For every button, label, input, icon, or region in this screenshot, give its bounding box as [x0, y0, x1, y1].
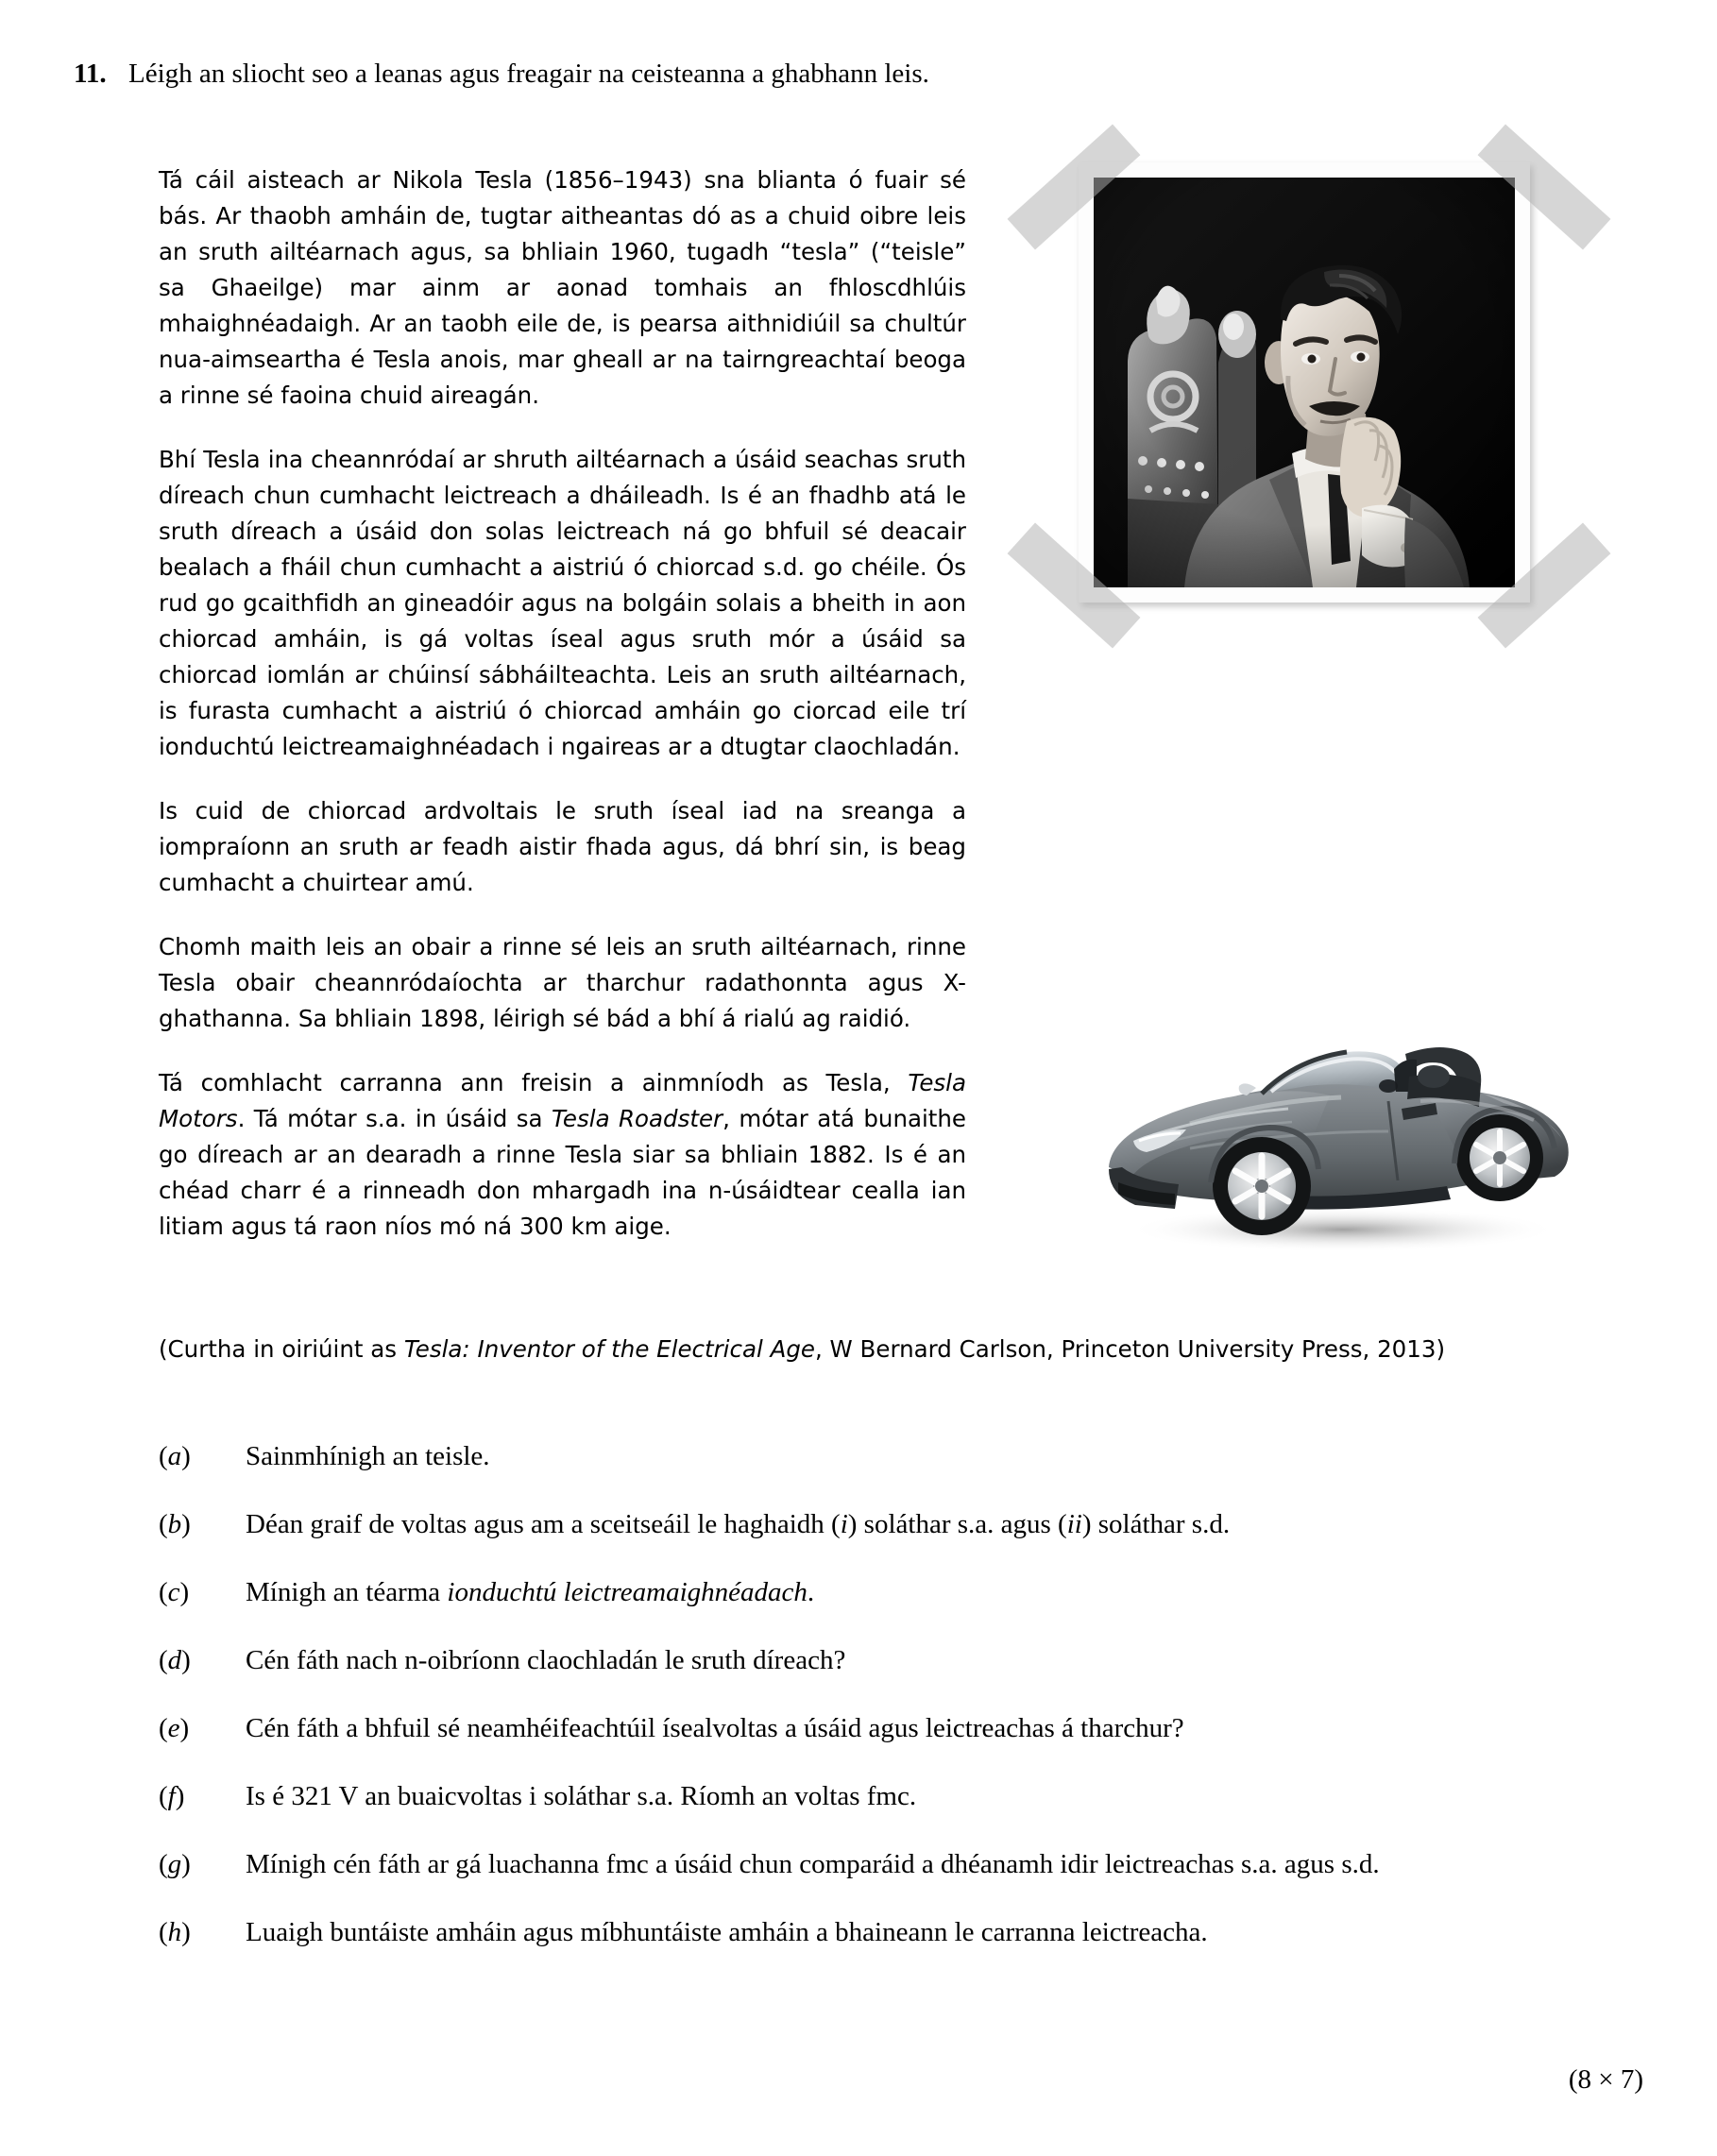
question-part-b [159, 1503, 1632, 1545]
question-part-a [159, 1435, 1632, 1477]
part-label-d: (d) [159, 1645, 191, 1675]
part-text-c: Mínigh an téarma ionduchtú leictreamaighnéadach. [246, 1577, 815, 1607]
book-title: Tesla: Inventor of the Electrical Age [403, 1335, 815, 1363]
question-part-c [159, 1571, 1632, 1613]
part-label-c: (c) [159, 1577, 190, 1607]
tesla-roadster-title: Tesla Roadster [551, 1105, 723, 1132]
part-label-f: (f) [159, 1781, 185, 1811]
passage-text: , mótar atá bunaithe go díreach ar an dearadh a rinne Tesla siar sa bhliain 1882. Is é an chéad charr é a rinneadh don mhargadh ina n-úsáidtear cealla ian litiam agus tá raon níos mó ná 300 km aige. [159, 1105, 967, 1240]
car-shadow [1128, 1207, 1558, 1252]
part-text-d: Cén fáth nach n-oibríonn claochladán le sruth díreach? [246, 1645, 846, 1675]
passage-paragraph-3: Is cuid de chiorcad ardvoltais le sruth íseal iad na sreanga a iompraíonn an sruth ar feadh aistir fhada agus, dá bhrí sin, is beag cumhacht a chuirtear amú. [159, 797, 966, 896]
source-attribution [159, 1332, 1552, 1367]
part-text-h: Luaigh buntáiste amháin agus míbhuntáiste amháin a bhaineann le carranna leictreacha. [246, 1917, 1208, 1947]
part-label-g: (g) [159, 1849, 191, 1879]
passage-paragraph-2: Bhí Tesla ina cheannródaí ar shruth ailtéarnach a úsáid seachas sruth díreach chun cumhacht leictreach a dháileadh. Is é an fhadhb atá le sruth díreach a úsáid don solas leictreach ná go bhfuil sé deacair bealach a fháil chun cumhacht a aistriú ó chiorcad s.d. go chéile. Ós rud go gcaithfidh an gineadóir agus na bolgáin solais a bheith in aon chiorcad amháin, is gá voltas íseal agus sruth mór a úsáid sa chiorcad iomlán ar chúinsí sábháilteachta. Leis an sruth ailtéarnach, is furasta cumhacht a aistriú ó chiorcad amháin go ciorcad eile trí ionduchtú leictreamaighnéadach i ngaireas ar a dtugtar claochladán. [159, 446, 966, 760]
question-part-e [159, 1707, 1632, 1749]
part-text-f: Is é 321 V an buaicvoltas i soláthar s.a. Ríomh an voltas fmc. [246, 1781, 917, 1811]
question-number: 11. [74, 59, 107, 89]
tesla-motors-title: Tesla Motors [159, 1069, 966, 1132]
question-part-h [159, 1911, 1632, 1953]
marks-allocation: (8 × 7) [1568, 2064, 1643, 2095]
part-label-a: (a) [159, 1441, 191, 1471]
question-part-d [159, 1639, 1632, 1681]
nikola-tesla-portrait-photo [1035, 138, 1583, 629]
passage-text: . Tá mótar s.a. in úsáid sa [237, 1105, 552, 1132]
rear-wheel [1456, 1114, 1543, 1201]
question-part-g [159, 1843, 1632, 1885]
question-part-f [159, 1775, 1632, 1817]
front-wheel [1213, 1137, 1311, 1235]
term-italic: ionduchtú leictreamaighnéadach [447, 1577, 808, 1607]
part-text-e: Cén fáth a bhfuil sé neamhéifeachtúil ísealvoltas a úsáid agus leictreachas á tharchur? [246, 1713, 1184, 1743]
part-label-e: (e) [159, 1713, 190, 1743]
passage-paragraph-5 [159, 1065, 966, 1245]
part-text-g: Mínigh cén fáth ar gá luachanna fmc a úsáid chun comparáid a dhéanamh idir leictreachas s.a. agus s.d. [246, 1849, 1380, 1879]
attribution-prefix: (Curtha in oiriúint as [159, 1335, 404, 1363]
part-label-b: (b) [159, 1509, 191, 1539]
roman-numeral-i: i [840, 1509, 848, 1539]
photo-paper-border [1079, 162, 1530, 603]
question-parts-list [159, 1435, 1632, 1979]
tesla-roadster-photo [1077, 982, 1606, 1265]
portrait-illustration [1094, 178, 1515, 587]
passage-paragraph-4: Chomh maith leis an obair a rinne sé leis an sruth ailtéarnach, rinne Tesla obair cheannródaíochta ar tharchur radathonnta agus X-ghathanna. Sa bhliain 1898, léirigh sé bád a bhí á rialú ag raidió. [159, 933, 966, 1032]
question-instruction: Léigh an sliocht seo a leanas agus freagair na ceisteanna a ghabhann leis. [128, 59, 929, 89]
passage-text: Tá comhlacht carranna ann freisin a ainmníodh as Tesla, [159, 1069, 909, 1096]
part-label-h: (h) [159, 1917, 191, 1947]
part-text-a: Sainmhínigh an teisle. [246, 1441, 490, 1471]
passage-paragraph-1: Tá cáil aisteach ar Nikola Tesla (1856–1943) sna blianta ó fuair sé bás. Ar thaobh amháin de, tugtar aitheantas dó as a chuid oibre leis an sruth ailtéarnach agus, sa bhliain 1960, tugadh “tesla” (“teisle” sa Ghaeilge) mar ainm ar aonad tomhais an fhloscdhlúis mhaighnéadaigh. Ar an taobh eile de, is pearsa aithnidiúil sa chultúr nua-aimseartha é Tesla anois, mar gheall ar na tairngreachtaí beoga a rinne sé faoina chuid aireagán. [159, 166, 966, 409]
reading-passage [159, 162, 966, 1245]
attribution-suffix: , W Bernard Carlson, Princeton University Press, 2013) [814, 1335, 1446, 1363]
roman-numeral-ii: ii [1066, 1509, 1082, 1539]
portrait-image-area [1094, 178, 1515, 587]
part-text-b: Déan graif de voltas agus am a sceitseáil le haghaidh (i) soláthar s.a. agus (ii) soláthar s.d. [246, 1509, 1231, 1539]
question-heading [74, 59, 1641, 90]
roadster-illustration [1077, 982, 1606, 1265]
